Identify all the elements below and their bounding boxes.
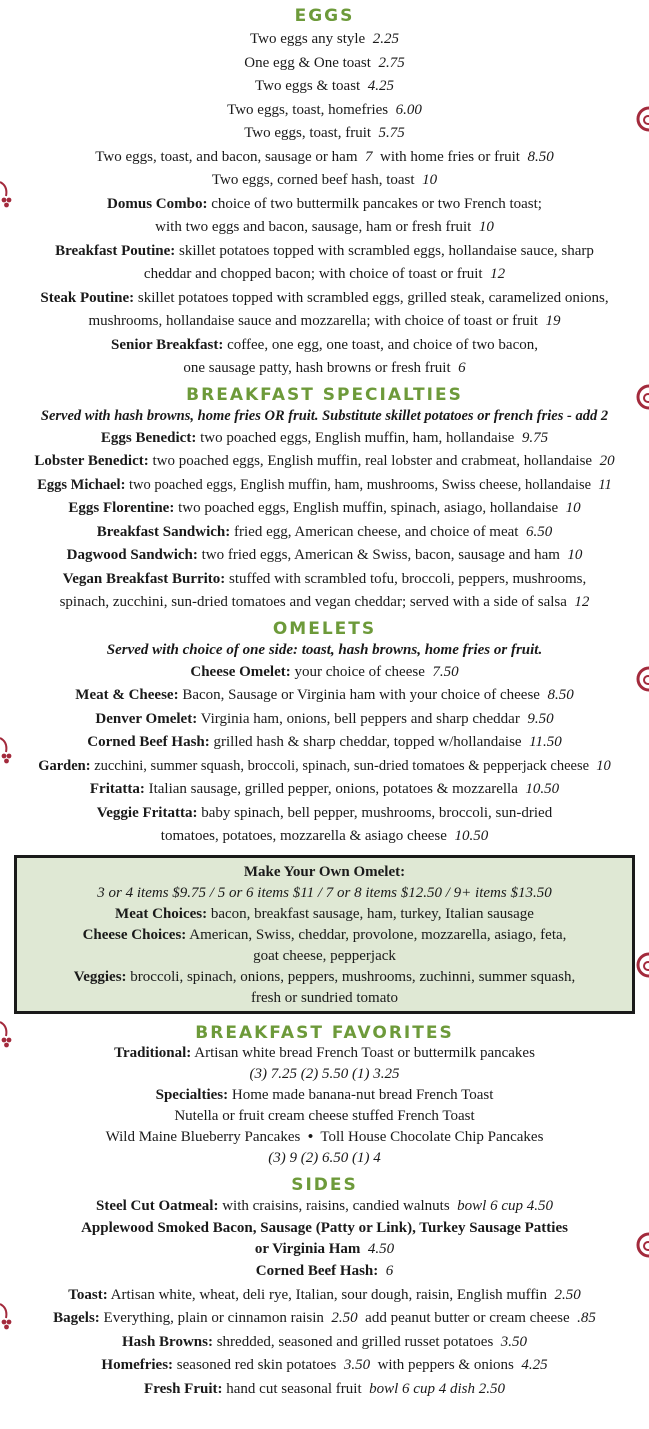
menu-item: Homefries: seasoned red skin potatoes 3.50 with peppers & onions 4.25 xyxy=(101,1357,548,1373)
menu-item-cont: cheddar and chopped bacon; with choice of toast or fruit 12 xyxy=(143,266,506,282)
menu-item: Garden: zucchini, summer squash, broccoli, spinach, sun-dried tomatoes & pepperjack cheese 10 xyxy=(38,757,611,774)
menu-item: Meat & Cheese: Bacon, Sausage or Virginia ham with your choice of cheese 8.50 xyxy=(75,687,574,703)
swirl-icon xyxy=(635,1232,649,1258)
section-title-eggs: EGGS xyxy=(294,6,355,26)
menu-item: Eggs Benedict: two poached eggs, English muffin, ham, hollandaise 9.75 xyxy=(100,429,549,446)
grapes-icon xyxy=(0,1020,14,1050)
price-line: (3) 9 (2) 6.50 (1) 4 xyxy=(268,1149,381,1166)
swirl-icon xyxy=(635,952,649,978)
swirl-icon xyxy=(635,106,649,132)
box-cheese-cont: goat cheese, pepperjack xyxy=(253,947,396,964)
swirl-icon xyxy=(635,666,649,692)
menu-item: Two eggs, toast, homefries 6.00 xyxy=(227,101,422,118)
menu-item: Breakfast Poutine: skillet potatoes topped with scrambled eggs, hollandaise sauce, sharp xyxy=(55,242,594,259)
specialties-section xyxy=(0,385,649,615)
menu-item: Two eggs & toast 4.25 xyxy=(255,78,394,94)
omelets-section xyxy=(0,619,649,849)
menu-item-cont: one sausage patty, hash browns or fresh fruit 6 xyxy=(183,360,466,376)
menu-item: Two eggs, toast, fruit 5.75 xyxy=(244,125,405,141)
menu-item-cont: tomatoes, potatoes, mozzarella & asiago cheese 10.50 xyxy=(160,828,489,844)
menu-item: Eggs Michael: two poached eggs, English muffin, ham, mushrooms, Swiss cheese, hollandaise 11 xyxy=(37,476,612,493)
box-veggies-cont: fresh or sundried tomato xyxy=(250,989,399,1006)
box-meat: Meat Choices: bacon, breakfast sausage, ham, turkey, Italian sausage xyxy=(115,905,534,922)
menu-item: Applewood Smoked Bacon, Sausage (Patty or Link), Turkey Sausage Patties xyxy=(81,1220,568,1236)
menu-item: Lobster Benedict: two poached eggs, English muffin, real lobster and crabmeat, hollandaise 20 xyxy=(34,453,615,469)
menu-item: Two eggs, toast, and bacon, sausage or ham 7 with home fries or fruit 8.50 xyxy=(95,148,554,165)
swirl-icon xyxy=(635,384,649,410)
section-title-omelets: OMELETS xyxy=(272,618,377,639)
make-your-own-omelet-box xyxy=(14,855,635,1014)
section-title-sides: SIDES xyxy=(291,1174,358,1195)
menu-item: Denver Omelet: Virginia ham, onions, bell peppers and sharp cheddar 9.50 xyxy=(95,710,554,727)
price-line: (3) 7.25 (2) 5.50 (1) 3.25 xyxy=(249,1065,400,1082)
sides-section xyxy=(0,1175,649,1402)
grapes-icon xyxy=(0,736,14,766)
menu-item: Traditional: Artisan white bread French Toast or buttermilk pancakes xyxy=(114,1044,535,1061)
menu-item: Corned Beef Hash: grilled hash & sharp cheddar, topped w/hollandaise 11.50 xyxy=(87,734,562,750)
menu-item-cont: mushrooms, hollandaise sauce and mozzarella; with choice of toast or fruit 19 xyxy=(88,313,561,329)
menu-item: Bagels: Everything, plain or cinnamon raisin 2.50 add peanut butter or cream cheese .85 xyxy=(53,1310,596,1326)
menu-item: Dagwood Sandwich: two fried eggs, American & Swiss, bacon, sausage and ham 10 xyxy=(66,547,583,563)
menu-item: Fresh Fruit: hand cut seasonal fruit bowl 6 cup 4 dish 2.50 xyxy=(144,1380,505,1397)
menu-item: Hash Browns: shredded, seasoned and grilled russet potatoes 3.50 xyxy=(121,1333,528,1350)
menu-item-cont: spinach, zucchini, sun-dried tomatoes and vegan cheddar; served with a side of salsa 12 xyxy=(59,594,590,610)
box-pricing: 3 or 4 items $9.75 / 5 or 6 items $11 / 7 or 8 items $12.50 / 9+ items $13.50 xyxy=(97,884,552,901)
favorites-section xyxy=(0,1023,649,1169)
menu-item: Veggie Fritatta: baby spinach, bell pepper, mushrooms, broccoli, sun-dried xyxy=(96,804,553,821)
menu-item: Vegan Breakfast Burrito: stuffed with scrambled tofu, broccoli, peppers, mushrooms, xyxy=(62,570,587,587)
menu-item: One egg & One toast 2.75 xyxy=(244,54,405,71)
menu-item: Corned Beef Hash: 6 xyxy=(255,1263,394,1279)
grapes-icon xyxy=(0,180,14,210)
menu-item: Senior Breakfast: coffee, one egg, one toast, and choice of two bacon, xyxy=(111,336,538,353)
menu-item-cont: Wild Maine Blueberry Pancakes • Toll House Chocolate Chip Pancakes xyxy=(105,1128,544,1145)
menu-item: Breakfast Sandwich: fried egg, American cheese, and choice of meat 6.50 xyxy=(96,523,553,540)
section-subtitle: Served with hash browns, home fries OR fruit. Substitute skillet potatoes or french fries - add 2 xyxy=(40,407,609,424)
menu-item: Toast: Artisan white, wheat, deli rye, Italian, sour dough, raisin, English muffin 2.50 xyxy=(68,1286,581,1303)
box-veggies: Veggies: broccoli, spinach, onions, peppers, mushrooms, zuchinni, summer squash, xyxy=(73,968,576,985)
eggs-section xyxy=(0,0,649,381)
menu-item: Eggs Florentine: two poached eggs, English muffin, spinach, asiago, hollandaise 10 xyxy=(68,500,581,516)
menu-item: Two eggs any style 2.25 xyxy=(250,31,399,47)
menu-item: Steel Cut Oatmeal: with craisins, raisins, candied walnuts bowl 6 cup 4.50 xyxy=(95,1197,554,1214)
grapes-icon xyxy=(0,1302,14,1332)
menu-item: Two eggs, corned beef hash, toast 10 xyxy=(211,172,438,188)
box-title: Make Your Own Omelet: xyxy=(243,863,406,880)
menu-item: Fritatta: Italian sausage, grilled pepper, onions, potatoes & mozzarella 10.50 xyxy=(89,781,560,797)
menu-item: Cheese Omelet: your choice of cheese 7.50 xyxy=(190,663,459,680)
menu-item-cont: or Virginia Ham 4.50 xyxy=(254,1241,395,1257)
menu-item-cont: Nutella or fruit cream cheese stuffed French Toast xyxy=(174,1107,475,1124)
section-title-favorites: BREAKFAST FAVORITES xyxy=(195,1022,454,1043)
menu-item: Specialties: Home made banana-nut bread French Toast xyxy=(155,1086,494,1103)
menu-item: Domus Combo: choice of two buttermilk pancakes or two French toast; xyxy=(107,195,542,212)
section-title-specialties: BREAKFAST SPECIALTIES xyxy=(186,384,463,405)
menu-item: Steak Poutine: skillet potatoes topped with scrambled eggs, grilled steak, caramelized onions, xyxy=(40,289,609,306)
section-subtitle: Served with choice of one side: toast, hash browns, home fries or fruit. xyxy=(106,641,543,658)
menu-item-cont: with two eggs and bacon, sausage, ham or fresh fruit 10 xyxy=(155,219,494,235)
box-cheese: Cheese Choices: American, Swiss, cheddar, provolone, mozzarella, asiago, feta, xyxy=(82,926,567,943)
